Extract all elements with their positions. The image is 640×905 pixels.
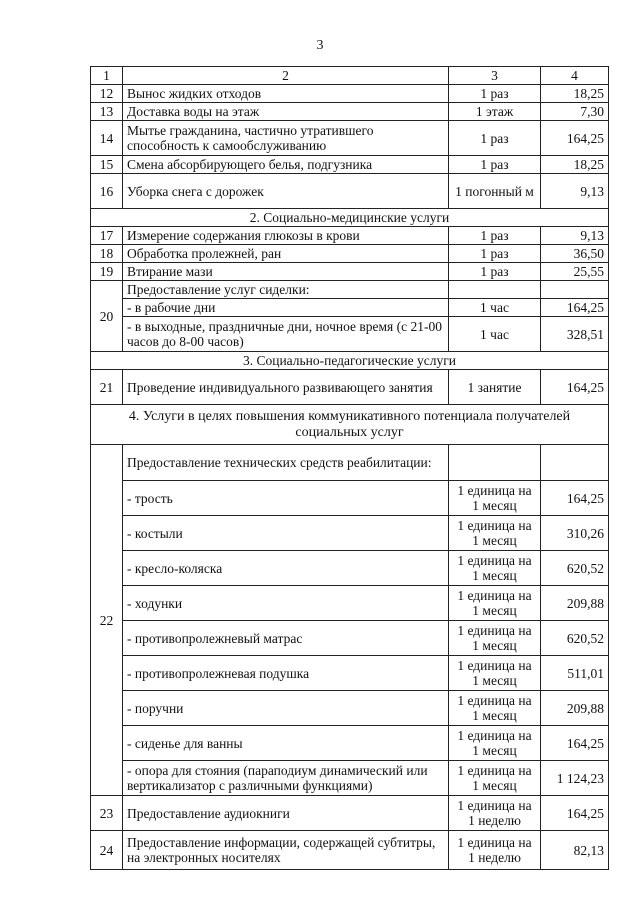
table-row	[91, 85, 609, 103]
section-heading: 2. Социально-медицинские услуги	[91, 209, 609, 227]
row-number: 24	[91, 831, 123, 870]
service-name: Предоставление аудиокниги	[123, 796, 449, 831]
section-row	[91, 352, 609, 370]
price-cell: 209,88	[541, 691, 609, 726]
service-name: Предоставление информации, содержащей субтитры, на электронных носителях	[123, 831, 449, 870]
price-cell: 25,55	[541, 263, 609, 281]
price-cell: 620,52	[541, 551, 609, 586]
table-row	[91, 481, 609, 516]
unit-cell: 1 раз	[449, 263, 541, 281]
header-cell: 1	[91, 67, 123, 85]
service-name: Уборка снега с дорожек	[123, 174, 449, 209]
price-cell: 36,50	[541, 245, 609, 263]
unit-cell: 1 занятие	[449, 370, 541, 405]
unit-cell: 1 час	[449, 299, 541, 317]
row-number: 17	[91, 227, 123, 245]
row-number: 19	[91, 263, 123, 281]
row-number: 21	[91, 370, 123, 405]
table-row	[91, 586, 609, 621]
table-row	[91, 227, 609, 245]
table-row	[91, 174, 609, 209]
header-row	[91, 67, 609, 85]
table-row	[91, 761, 609, 796]
unit-cell: 1 раз	[449, 85, 541, 103]
service-name: Измерение содержания глюкозы в крови	[123, 227, 449, 245]
price-cell: 7,30	[541, 103, 609, 121]
service-title: Предоставление технических средств реабилитации:	[123, 445, 449, 481]
unit-cell: 1 единица на 1 месяц	[449, 551, 541, 586]
row-number: 13	[91, 103, 123, 121]
unit-cell: 1 единица на 1 месяц	[449, 621, 541, 656]
unit-cell: 1 единица на 1 месяц	[449, 726, 541, 761]
table-row	[91, 121, 609, 156]
unit-cell: 1 раз	[449, 156, 541, 174]
header-cell: 4	[541, 67, 609, 85]
table-row	[91, 621, 609, 656]
price-cell: 328,51	[541, 317, 609, 352]
table-row	[91, 656, 609, 691]
row-number: 12	[91, 85, 123, 103]
unit-cell: 1 этаж	[449, 103, 541, 121]
row-number: 15	[91, 156, 123, 174]
service-name: Смена абсорбирующего белья, подгузника	[123, 156, 449, 174]
table-row	[91, 245, 609, 263]
price-cell: 620,52	[541, 621, 609, 656]
price-cell: 209,88	[541, 586, 609, 621]
header-cell: 3	[449, 67, 541, 85]
section-heading: 4. Услуги в целях повышения коммуникативного потенциала получателей социальных услуг	[91, 405, 609, 445]
row-number: 18	[91, 245, 123, 263]
unit-cell: 1 единица на 1 месяц	[449, 656, 541, 691]
price-cell	[541, 445, 609, 481]
table-row	[91, 726, 609, 761]
service-title: Предоставление услуг сиделки:	[123, 281, 449, 299]
unit-cell: 1 единица на 1 месяц	[449, 586, 541, 621]
table-row	[91, 691, 609, 726]
price-cell: 164,25	[541, 796, 609, 831]
service-name: Обработка пролежней, ран	[123, 245, 449, 263]
price-cell: 164,25	[541, 121, 609, 156]
service-name: - костыли	[123, 516, 449, 551]
table-row	[91, 263, 609, 281]
table-row	[91, 551, 609, 586]
unit-cell: 1 единица на 1 месяц	[449, 761, 541, 796]
table-row	[91, 445, 609, 481]
service-name: - сиденье для ванны	[123, 726, 449, 761]
unit-cell: 1 раз	[449, 121, 541, 156]
service-name: - противопролежневый матрас	[123, 621, 449, 656]
price-cell: 9,13	[541, 174, 609, 209]
price-cell	[541, 281, 609, 299]
service-name: - ходунки	[123, 586, 449, 621]
service-name: - противопролежневая подушка	[123, 656, 449, 691]
unit-cell: 1 раз	[449, 245, 541, 263]
section-heading: 3. Социально-педагогические услуги	[91, 352, 609, 370]
service-name: - в рабочие дни	[123, 299, 449, 317]
service-name: Доставка воды на этаж	[123, 103, 449, 121]
unit-cell: 1 единица на 1 неделю	[449, 831, 541, 870]
table-row	[91, 831, 609, 870]
price-cell: 82,13	[541, 831, 609, 870]
unit-cell: 1 час	[449, 317, 541, 352]
table-row	[91, 103, 609, 121]
row-number: 14	[91, 121, 123, 156]
table-row	[91, 156, 609, 174]
table-row	[91, 796, 609, 831]
price-cell: 164,25	[541, 299, 609, 317]
service-name: Втирание мази	[123, 263, 449, 281]
row-number: 20	[91, 281, 123, 352]
price-cell: 1 124,23	[541, 761, 609, 796]
section-row	[91, 209, 609, 227]
tariff-table	[90, 66, 609, 870]
service-name: - кресло-коляска	[123, 551, 449, 586]
price-cell: 511,01	[541, 656, 609, 691]
unit-cell: 1 единица на 1 месяц	[449, 516, 541, 551]
price-cell: 9,13	[541, 227, 609, 245]
service-name: - поручни	[123, 691, 449, 726]
price-cell: 164,25	[541, 370, 609, 405]
service-name: - трость	[123, 481, 449, 516]
service-name: - в выходные, праздничные дни, ночное время (с 21-00 часов до 8-00 часов)	[123, 317, 449, 352]
table-row	[91, 317, 609, 352]
table-row	[91, 281, 609, 299]
row-number: 23	[91, 796, 123, 831]
table-row	[91, 299, 609, 317]
unit-cell: 1 раз	[449, 227, 541, 245]
table-row	[91, 516, 609, 551]
row-number: 16	[91, 174, 123, 209]
service-name: Мытье гражданина, частично утратившего способность к самообслуживанию	[123, 121, 449, 156]
service-name: Проведение индивидуального развивающего занятия	[123, 370, 449, 405]
unit-cell: 1 единица на 1 месяц	[449, 481, 541, 516]
unit-cell: 1 погонный м	[449, 174, 541, 209]
service-name: - опора для стояния (параподиум динамический или вертикализатор с различными функциями)	[123, 761, 449, 796]
price-cell: 310,26	[541, 516, 609, 551]
table-row	[91, 370, 609, 405]
unit-cell	[449, 445, 541, 481]
page-number: 3	[316, 38, 324, 53]
unit-cell: 1 единица на 1 месяц	[449, 691, 541, 726]
unit-cell	[449, 281, 541, 299]
price-cell: 18,25	[541, 85, 609, 103]
row-number: 22	[91, 445, 123, 796]
service-name: Вынос жидких отходов	[123, 85, 449, 103]
header-cell: 2	[123, 67, 449, 85]
price-cell: 18,25	[541, 156, 609, 174]
unit-cell: 1 единица на 1 неделю	[449, 796, 541, 831]
price-cell: 164,25	[541, 726, 609, 761]
price-cell: 164,25	[541, 481, 609, 516]
section-row	[91, 405, 609, 445]
